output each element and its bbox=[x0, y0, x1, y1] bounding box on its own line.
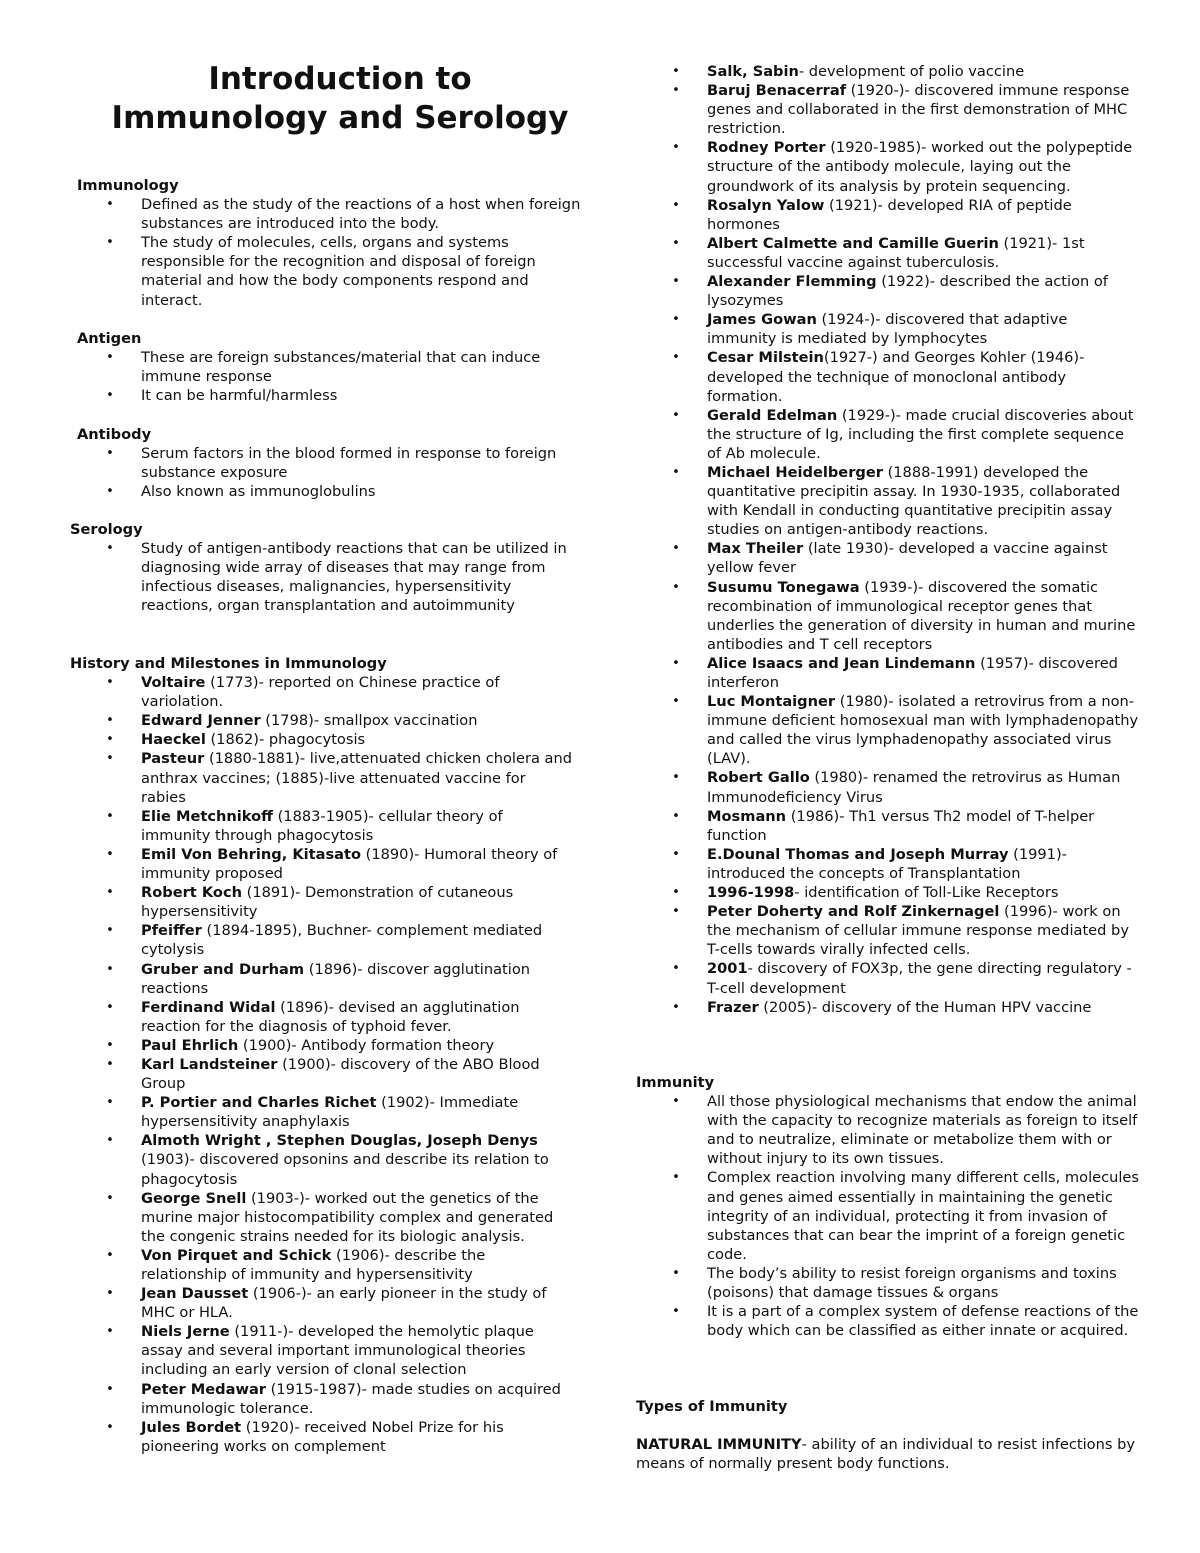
bullet-icon: • bbox=[106, 751, 114, 767]
bullet-icon: • bbox=[106, 846, 114, 862]
milestone-item: • Jean Dausset (1906-)- an early pioneer in the study of MHC or HLA. bbox=[106, 1285, 547, 1322]
milestone-item: • Susumu Tonegawa (1939-)- discovered the somatic recombination of immunological receptor genes that underlies the generation of diversity in human and murine antibodies and T cell receptors bbox=[672, 578, 1136, 653]
bullet-icon: • bbox=[672, 312, 680, 328]
bullet-icon: • bbox=[672, 350, 680, 366]
list-item: • Study of antigen-antibody reactions that can be utilized in diagnosing wide array of diseases that may range from infectious diseases, malignancies, hypersensitivity reactions, organ transplantation and autoimmunity bbox=[106, 540, 567, 615]
bullet-icon: • bbox=[106, 350, 114, 366]
milestone-item: • Karl Landsteiner (1900)- discovery of the ABO Blood Group bbox=[106, 1055, 540, 1093]
milestone-item: • Michael Heidelberger (1888-1991) developed the quantitative precipitin assay. In 1930-1935, collaborated with Kendall in conducting quantitative precipitin assay studies on antigen-antibody reactions. bbox=[672, 463, 1121, 539]
bullet-icon: • bbox=[106, 235, 114, 251]
bullet-icon: • bbox=[672, 904, 680, 920]
milestone-list-left bbox=[70, 673, 575, 1456]
bullet-icon: • bbox=[672, 197, 680, 213]
milestone-item: • Elie Metchnikoff (1883-1905)- cellular theory of immunity through phagocytosis bbox=[106, 807, 503, 844]
bullet-list bbox=[636, 1092, 1141, 1340]
milestone-item: • Emil Von Behring, Kitasato (1890)- Humoral theory of immunity proposed bbox=[106, 845, 558, 883]
milestone-item: • Niels Jerne (1911-)- developed the hemolytic plaque assay and several important immunological theories including an early version of clonal selection bbox=[106, 1323, 534, 1379]
bullet-icon: • bbox=[106, 388, 114, 404]
section-heading: Types of Immunity bbox=[636, 1398, 788, 1415]
section-heading: History and Milestones in Immunology bbox=[70, 655, 387, 672]
milestone-item: • Pasteur (1880-1881)- live,attenuated chicken cholera and anthrax vaccines; (1885)-live attenuated vaccine for rabies bbox=[106, 750, 572, 806]
bullet-icon: • bbox=[106, 1381, 114, 1397]
bullet-icon: • bbox=[672, 885, 680, 901]
section-heading: Immunity bbox=[636, 1074, 715, 1091]
bullet-icon: • bbox=[106, 1419, 114, 1435]
bullet-icon: • bbox=[106, 923, 114, 939]
list-item: • It can be harmful/harmless bbox=[106, 387, 338, 405]
bullet-icon: • bbox=[106, 1037, 114, 1053]
milestone-item: • P. Portier and Charles Richet (1902)- Immediate hypersensitivity anaphylaxis bbox=[106, 1094, 519, 1131]
section-heading: Immunology bbox=[77, 177, 179, 194]
milestone-item: • Rodney Porter (1920-1985)- worked out the polypeptide structure of the antibody molecule, laying out the groundwork of its analysis by protein sequencing. bbox=[672, 139, 1133, 195]
bullet-icon: • bbox=[672, 64, 680, 79]
natural-immunity-paragraph: NATURAL IMMUNITY- ability of an individual to resist infections by means of normally present body functions. bbox=[636, 1436, 1135, 1473]
milestone-item: • Alexander Flemming (1922)- described the action of lysozymes bbox=[672, 273, 1108, 310]
bullet-icon: • bbox=[672, 541, 680, 557]
bullet-icon: • bbox=[672, 83, 680, 99]
list-item: • Defined as the study of the reactions of a host when foreign substances are introduced into the body. bbox=[106, 196, 581, 233]
milestone-item: • Mosmann (1986)- Th1 versus Th2 model of T-helper function bbox=[672, 807, 1095, 844]
bullet-icon: • bbox=[672, 1265, 680, 1281]
page-title bbox=[70, 60, 610, 138]
milestone-item: • Salk, Sabin- development of polio vaccine bbox=[672, 63, 1025, 80]
milestone-item: • Edward Jenner (1798)- smallpox vaccination bbox=[106, 712, 478, 730]
list-item: • These are foreign substances/material that can induce immune response bbox=[106, 349, 541, 386]
milestone-item: • Ferdinand Widal (1896)- devised an agglutination reaction for the diagnosis of typhoid fever. bbox=[106, 998, 520, 1035]
bullet-icon: • bbox=[106, 999, 114, 1015]
bullet-icon: • bbox=[106, 484, 114, 500]
bullet-icon: • bbox=[106, 713, 114, 729]
milestone-item: • Cesar Milstein(1927-) and Georges Kohler (1946)- developed the technique of monoclonal antibody formation. bbox=[672, 349, 1085, 405]
section-heading: Antibody bbox=[77, 426, 152, 443]
bullet-icon: • bbox=[106, 808, 114, 824]
bullet-list bbox=[70, 195, 582, 310]
bullet-icon: • bbox=[106, 732, 114, 748]
section-antigen bbox=[70, 329, 582, 405]
milestone-item: • Alice Isaacs and Jean Lindemann (1957)- discovered interferon bbox=[672, 654, 1118, 691]
milestone-item: • Baruj Benacerraf (1920-)- discovered immune response genes and collaborated in the first demonstration of MHC restriction. bbox=[672, 82, 1130, 138]
bullet-icon: • bbox=[672, 694, 680, 710]
milestone-item: • 2001- discovery of FOX3p, the gene directing regulatory -T-cell development bbox=[672, 960, 1132, 997]
bullet-icon: • bbox=[672, 579, 680, 595]
bullet-icon: • bbox=[106, 1095, 114, 1111]
bullet-icon: • bbox=[106, 1133, 114, 1149]
section-heading: Antigen bbox=[77, 330, 142, 347]
bullet-list bbox=[70, 539, 575, 615]
milestone-item: • Haeckel (1862)- phagocytosis bbox=[106, 731, 366, 749]
bullet-list bbox=[70, 348, 582, 405]
bullet-icon: • bbox=[106, 1286, 114, 1302]
bullet-icon: • bbox=[672, 846, 680, 862]
milestone-item: • Rosalyn Yalow (1921)- developed RIA of peptide hormones bbox=[672, 196, 1072, 233]
bullet-icon: • bbox=[672, 655, 680, 671]
bullet-icon: • bbox=[672, 961, 680, 977]
bullet-list bbox=[70, 444, 582, 501]
section-immunity bbox=[636, 1073, 1141, 1340]
list-item: • All those physiological mechanisms that endow the animal with the capacity to recognize materials as foreign to itself and to neutralize, eliminate or metabolize them with or without injury to its own tissues. bbox=[672, 1093, 1138, 1168]
milestone-item: • 1996-1998- identification of Toll-Like Receptors bbox=[672, 884, 1059, 902]
section-history bbox=[70, 654, 575, 1456]
milestone-item: • Gerald Edelman (1929-)- made crucial discoveries about the structure of Ig, including the first complete sequence of Ab molecule. bbox=[672, 406, 1134, 462]
bullet-icon: • bbox=[106, 197, 114, 213]
milestone-item: • Voltaire (1773)- reported on Chinese practice of variolation. bbox=[106, 674, 500, 711]
section-immunology bbox=[70, 176, 582, 310]
bullet-icon: • bbox=[672, 235, 680, 251]
milestone-item: • Almoth Wright , Stephen Douglas, Joseph Denys (1903)- discovered opsonins and describe its relation to phagocytosis bbox=[106, 1132, 549, 1188]
section-types-of-immunity bbox=[636, 1397, 1141, 1473]
milestone-item: • Luc Montaigner (1980)- isolated a retrovirus from a non-immune deficient homosexual man with lymphadenopathy and called the virus lymphadenopathy associated virus (LAV). bbox=[672, 693, 1139, 768]
milestone-item: • Jules Bordet (1920)- received Nobel Prize for his pioneering works on complement bbox=[106, 1418, 504, 1455]
bullet-icon: • bbox=[672, 808, 680, 824]
list-item: • The body’s ability to resist foreign organisms and toxins (poisons) that damage tissues & organs bbox=[672, 1264, 1117, 1302]
bullet-icon: • bbox=[672, 770, 680, 786]
list-item: • Complex reaction involving many different cells, molecules and genes aimed essentially in maintaining the genetic integrity of an individual, protecting it from invasion of substances that can bear the imprint of a foreign genetic code. bbox=[672, 1169, 1140, 1263]
title-line-1: Introduction to bbox=[208, 61, 472, 97]
bullet-icon: • bbox=[106, 446, 114, 462]
milestone-item: • James Gowan (1924-)- discovered that adaptive immunity is mediated by lymphocytes bbox=[672, 311, 1068, 348]
bullet-icon: • bbox=[672, 999, 680, 1015]
bullet-icon: • bbox=[672, 1170, 680, 1186]
bullet-icon: • bbox=[672, 1304, 680, 1320]
bullet-icon: • bbox=[106, 541, 114, 557]
bullet-icon: • bbox=[106, 1247, 114, 1263]
bullet-icon: • bbox=[106, 1056, 114, 1072]
bullet-icon: • bbox=[106, 1190, 114, 1206]
bullet-icon: • bbox=[106, 675, 114, 691]
milestone-item: • Pfeiffer (1894-1895), Buchner- complement mediated cytolysis bbox=[106, 922, 543, 959]
bullet-icon: • bbox=[106, 961, 114, 977]
bullet-icon: • bbox=[672, 407, 680, 423]
list-item: • Also known as immunoglobulins bbox=[106, 483, 376, 501]
section-history-continued bbox=[636, 62, 1141, 1017]
bullet-icon: • bbox=[106, 1324, 114, 1340]
milestone-item: • Albert Calmette and Camille Guerin (1921)- 1st successful vaccine against tuberculosis. bbox=[672, 234, 1085, 271]
milestone-item: • Robert Koch (1891)- Demonstration of cutaneous hypersensitivity bbox=[106, 884, 514, 921]
title-line-2: Immunology and Serology bbox=[111, 100, 569, 136]
bullet-icon: • bbox=[672, 464, 680, 480]
list-item: • It is a part of a complex system of defense reactions of the body which can be classified as either innate or acquired. bbox=[672, 1303, 1139, 1340]
milestone-item: • E.Dounal Thomas and Joseph Murray (1991)- introduced the concepts of Transplantation bbox=[672, 845, 1067, 882]
milestone-item: • Paul Ehrlich (1900)- Antibody formation theory bbox=[106, 1036, 495, 1054]
list-item: • The study of molecules, cells, organs and systems responsible for the recognition and disposal of foreign material and how the body components respond and interact. bbox=[106, 234, 536, 309]
milestone-list-right bbox=[636, 62, 1141, 1017]
milestone-item: • Von Pirquet and Schick (1906)- describe the relationship of immunity and hypersensitivity bbox=[106, 1246, 486, 1283]
list-item: • Serum factors in the blood formed in response to foreign substance exposure bbox=[106, 445, 557, 482]
section-antibody bbox=[70, 425, 582, 501]
milestone-item: • Gruber and Durham (1896)- discover agglutination reactions bbox=[106, 960, 531, 997]
milestone-item: • Frazer (2005)- discovery of the Human HPV vaccine bbox=[672, 998, 1092, 1016]
milestone-item: • Peter Doherty and Rolf Zinkernagel (1996)- work on the mechanism of cellular immune response mediated by T-cells towards virally infected cells. bbox=[672, 903, 1129, 959]
milestone-item: • Peter Medawar (1915-1987)- made studies on acquired immunologic tolerance. bbox=[106, 1380, 561, 1417]
milestone-item: • George Snell (1903-)- worked out the genetics of the murine major histocompatibility complex and generated the congenic strains needed for its biologic analysis. bbox=[106, 1189, 554, 1245]
milestone-item: • Max Theiler (late 1930)- developed a vaccine against yellow fever bbox=[672, 540, 1108, 577]
milestone-item: • Robert Gallo (1980)- renamed the retrovirus as Human Immunodeficiency Virus bbox=[672, 769, 1121, 806]
bullet-icon: • bbox=[672, 140, 680, 156]
bullet-icon: • bbox=[106, 885, 114, 901]
section-serology bbox=[70, 520, 575, 615]
bullet-icon: • bbox=[672, 1094, 680, 1110]
section-heading: Serology bbox=[70, 521, 143, 538]
bullet-icon: • bbox=[672, 274, 680, 290]
